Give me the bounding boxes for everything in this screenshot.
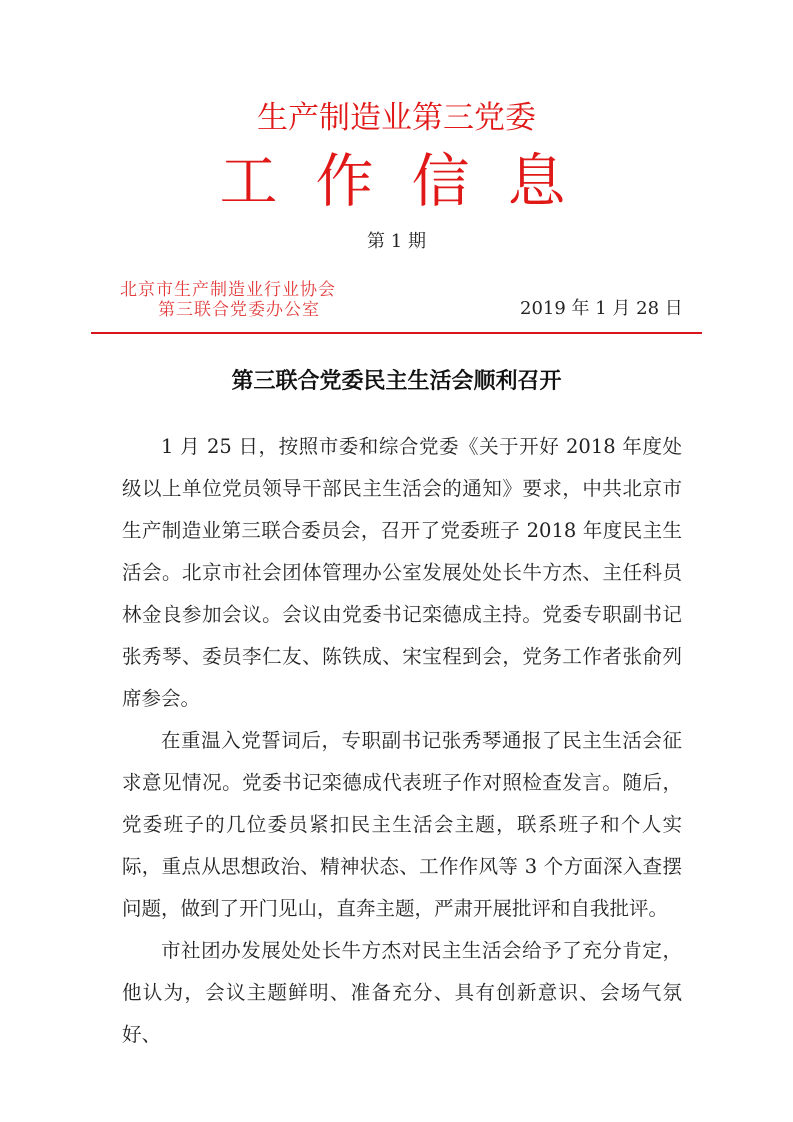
red-divider-rule	[91, 332, 702, 334]
paragraph: 在重温入党誓词后，专职副书记张秀琴通报了民主生活会征求意见情况。党委书记栾德成代表班子作对照检查发言。随后，党委班子的几位委员紧扣民主生活会主题，联系班子和个人实际，重点从思想政治、精神状态、工作作风等 3 个方面深入查摆问题，做到了开门见山，直奔主题，严肃开展批评和自我批评。	[122, 729, 682, 920]
publication-title: 工作信息	[219, 147, 604, 215]
issuer-line-1: 北京市生产制造业行业协会	[120, 280, 336, 300]
article-title: 第三联合党委民主生活会顺利召开	[231, 368, 562, 394]
paragraph: 1 月 25 日，按照市委和综合党委《关于开好 2018 年度处级以上单位党员领导干部民主生活会的通知》要求，中共北京市生产制造业第三联合委员会，召开了党委班子 2018 年度民主生活会。北京市社会团体管理办公室发展处处长牛方杰、主任科员林金良参加会议。会议由党委书记栾德成主持。党委专职副书记张秀琴、委员李仁友、陈铁成、宋宝程到会，党务工作者张俞列席参会。	[122, 435, 682, 710]
masthead-organization: 生产制造业第三党委	[257, 100, 536, 136]
article-body	[122, 426, 682, 1056]
issuer-line-2: 第三联合党委办公室	[158, 300, 320, 320]
issue-number: 第 1 期	[367, 231, 426, 252]
publication-date: 2019 年 1 月 28 日	[520, 298, 683, 319]
issuer-block	[120, 280, 336, 320]
paragraph: 市社团办发展处处长牛方杰对民主生活会给予了充分肯定，他认为，会议主题鲜明、准备充分、具有创新意识、会场气氛好、	[122, 939, 682, 1046]
